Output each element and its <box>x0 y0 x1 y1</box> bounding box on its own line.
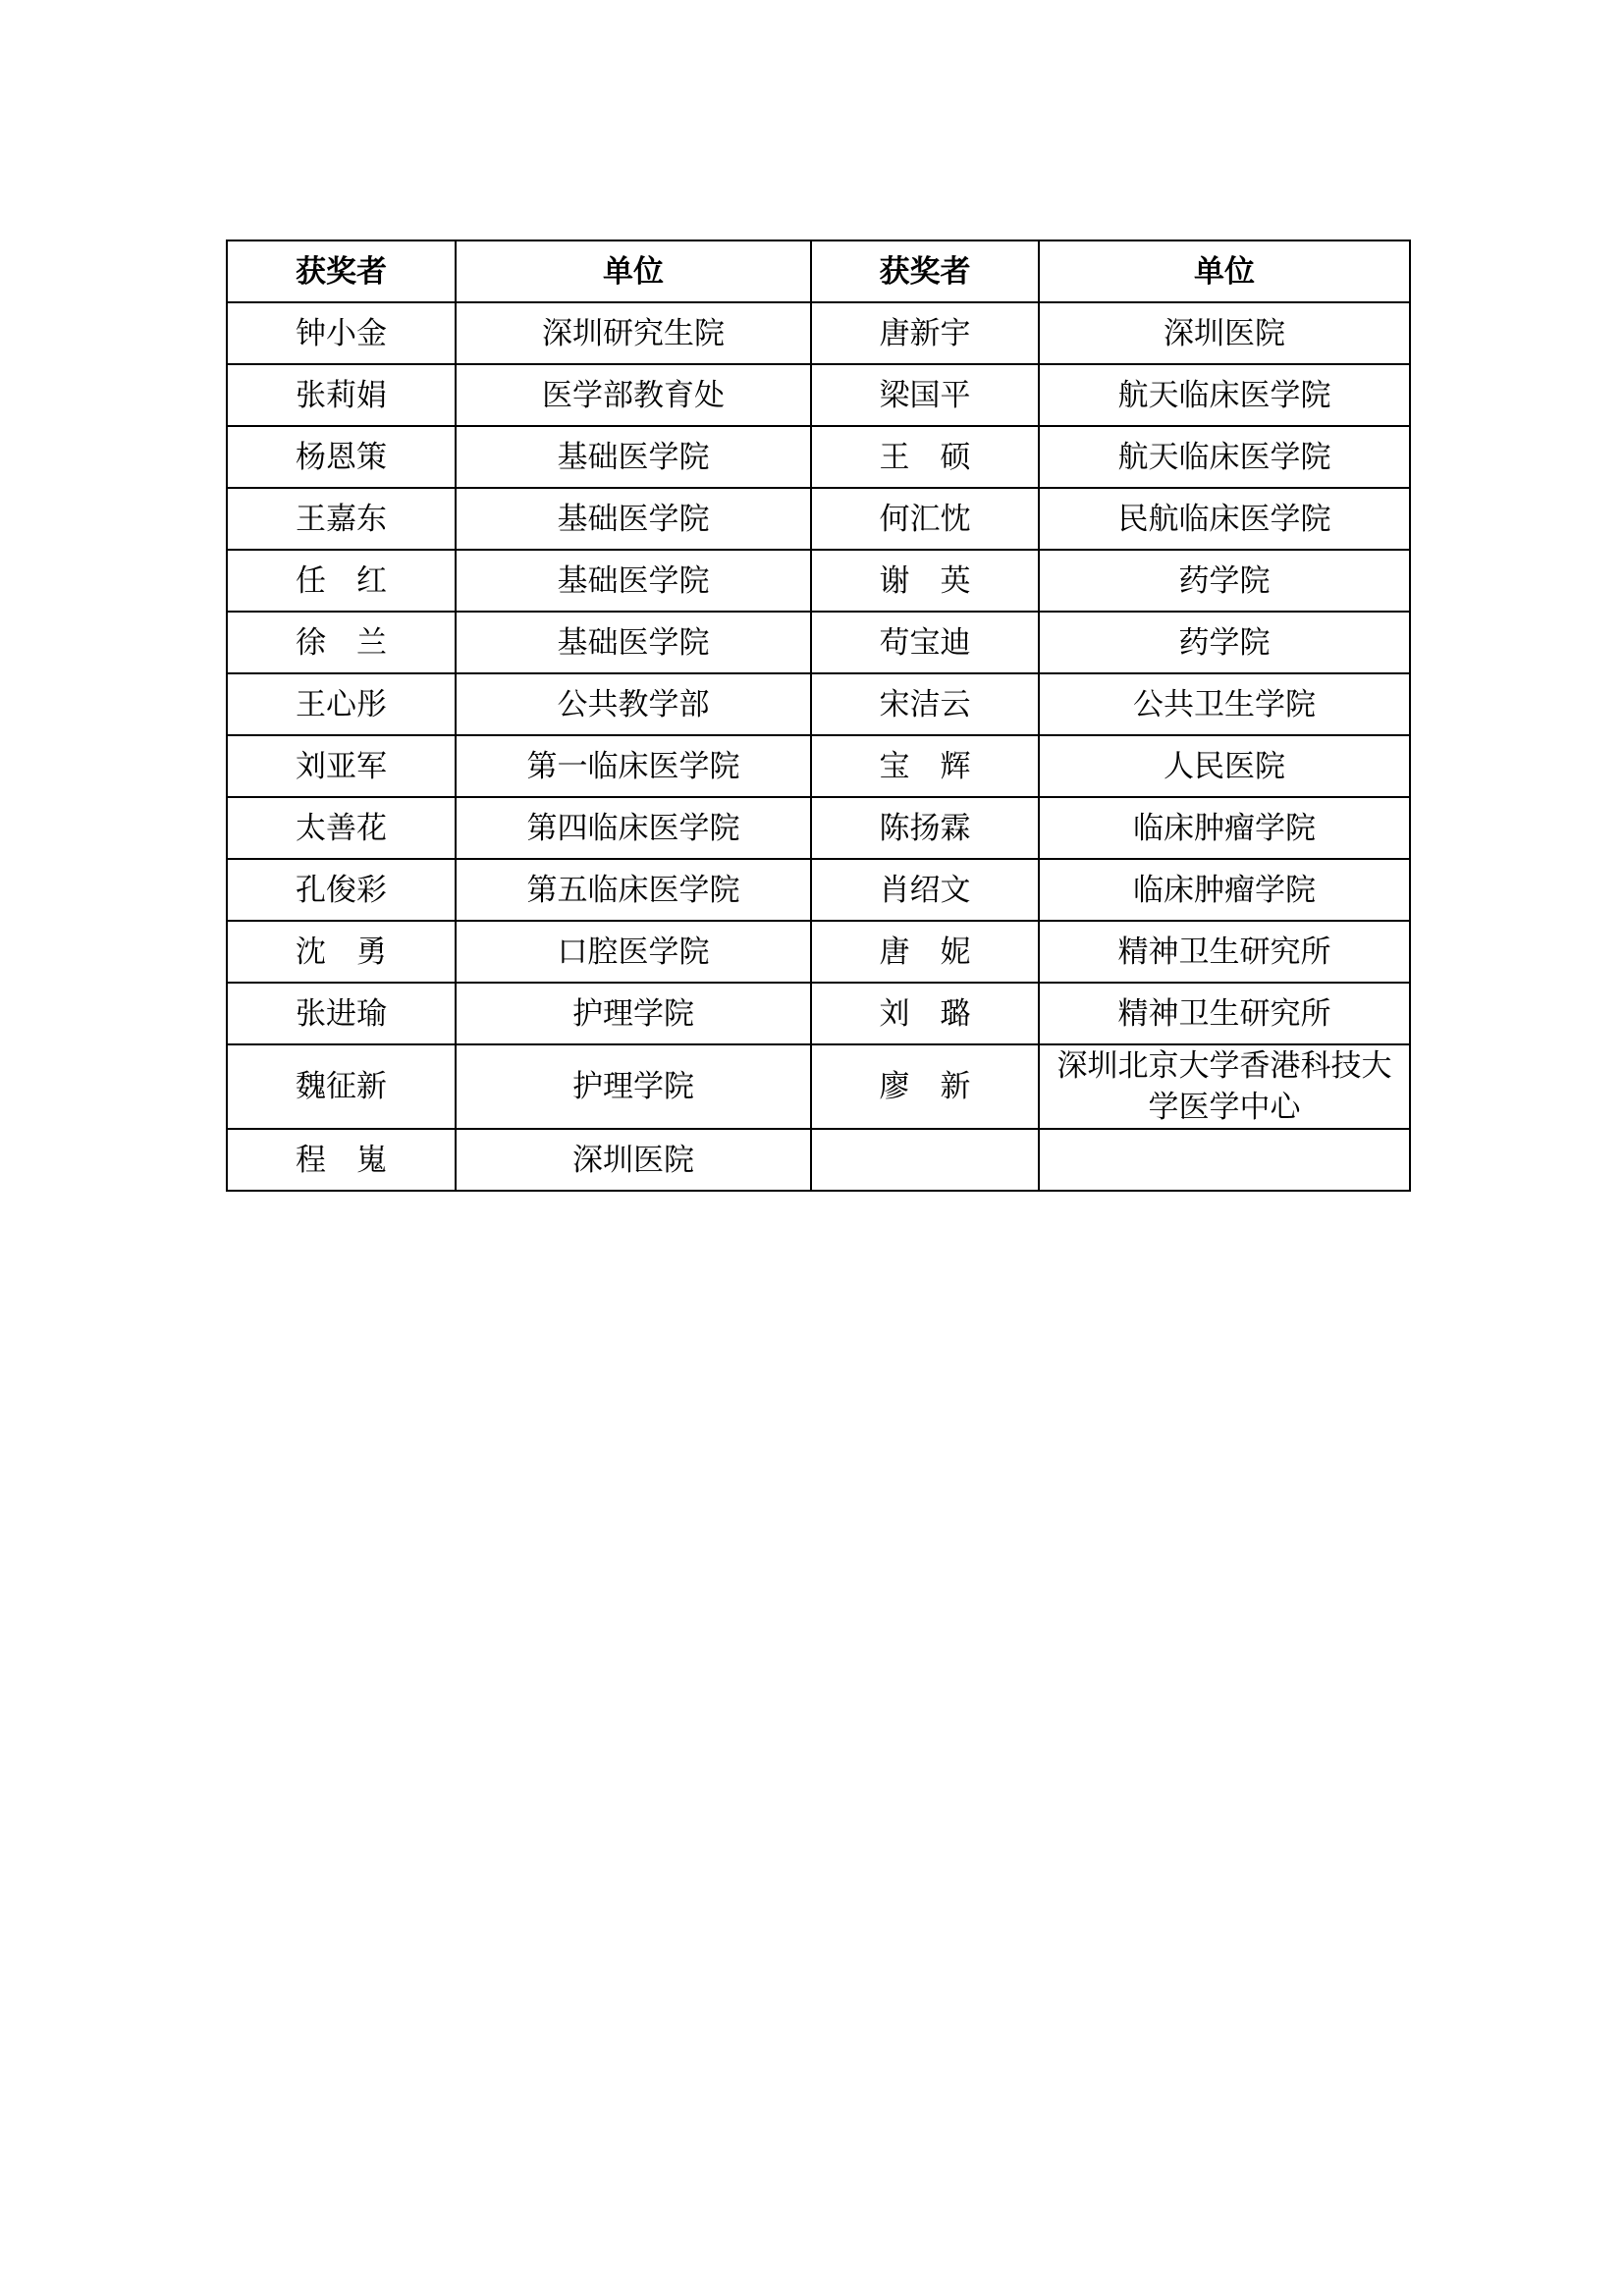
awardee-unit: 航天临床医学院 <box>1039 364 1410 426</box>
awardee-name: 唐 妮 <box>811 921 1039 983</box>
awardee-name: 苟宝迪 <box>811 612 1039 673</box>
awardee-name: 宝 辉 <box>811 735 1039 797</box>
awardee-unit: 第一临床医学院 <box>456 735 811 797</box>
awardee-name: 张莉娟 <box>227 364 456 426</box>
table-row <box>227 983 1410 1044</box>
table-row <box>227 426 1410 488</box>
awardee-unit: 护理学院 <box>456 1044 811 1129</box>
table-row <box>227 797 1410 859</box>
awardee-name: 杨恩策 <box>227 426 456 488</box>
header-awardee: 获奖者 <box>811 240 1039 302</box>
header-unit: 单位 <box>1039 240 1410 302</box>
table-row <box>227 612 1410 673</box>
table-row <box>227 735 1410 797</box>
awardee-unit: 基础医学院 <box>456 550 811 612</box>
awardee-name: 孔俊彩 <box>227 859 456 921</box>
awardee-name: 宋洁云 <box>811 673 1039 735</box>
table-row <box>227 550 1410 612</box>
awardee-name: 廖 新 <box>811 1044 1039 1129</box>
awardee-unit <box>1039 1129 1410 1191</box>
awardee-unit: 公共卫生学院 <box>1039 673 1410 735</box>
awardee-unit: 航天临床医学院 <box>1039 426 1410 488</box>
table-row <box>227 673 1410 735</box>
awardee-unit: 药学院 <box>1039 612 1410 673</box>
award-table <box>226 240 1411 1192</box>
header-awardee: 获奖者 <box>227 240 456 302</box>
awardee-name: 钟小金 <box>227 302 456 364</box>
awardee-name: 太善花 <box>227 797 456 859</box>
awardee-name: 谢 英 <box>811 550 1039 612</box>
awardee-name: 王 硕 <box>811 426 1039 488</box>
awardee-unit: 临床肿瘤学院 <box>1039 797 1410 859</box>
awardee-unit: 临床肿瘤学院 <box>1039 859 1410 921</box>
awardee-unit: 基础医学院 <box>456 612 811 673</box>
awardee-unit: 药学院 <box>1039 550 1410 612</box>
awardee-unit: 深圳北京大学香港科技大学医学中心 <box>1039 1044 1410 1129</box>
awardee-unit: 精神卫生研究所 <box>1039 921 1410 983</box>
awardee-name: 徐 兰 <box>227 612 456 673</box>
awardee-unit: 第四临床医学院 <box>456 797 811 859</box>
awardee-name: 任 红 <box>227 550 456 612</box>
table-row <box>227 302 1410 364</box>
awardee-unit: 第五临床医学院 <box>456 859 811 921</box>
awardee-unit: 公共教学部 <box>456 673 811 735</box>
awardee-unit: 医学部教育处 <box>456 364 811 426</box>
awardee-unit: 深圳研究生院 <box>456 302 811 364</box>
table-row <box>227 1044 1410 1129</box>
header-unit: 单位 <box>456 240 811 302</box>
awardee-unit: 精神卫生研究所 <box>1039 983 1410 1044</box>
awardee-name: 肖绍文 <box>811 859 1039 921</box>
table-row <box>227 1129 1410 1191</box>
awardee-name: 刘亚军 <box>227 735 456 797</box>
table-row <box>227 859 1410 921</box>
table-header-row <box>227 240 1410 302</box>
table-row <box>227 488 1410 550</box>
awardee-name: 陈扬霖 <box>811 797 1039 859</box>
awardee-unit: 深圳医院 <box>1039 302 1410 364</box>
awardee-name <box>811 1129 1039 1191</box>
awardee-unit: 民航临床医学院 <box>1039 488 1410 550</box>
awardee-name: 王心彤 <box>227 673 456 735</box>
awardee-name: 沈 勇 <box>227 921 456 983</box>
awardee-unit: 护理学院 <box>456 983 811 1044</box>
table-row <box>227 364 1410 426</box>
awardee-name: 唐新宇 <box>811 302 1039 364</box>
table-row <box>227 921 1410 983</box>
awardee-name: 张进瑜 <box>227 983 456 1044</box>
awardee-name: 程 嵬 <box>227 1129 456 1191</box>
awardee-name: 王嘉东 <box>227 488 456 550</box>
awardee-name: 魏征新 <box>227 1044 456 1129</box>
awardee-unit: 口腔医学院 <box>456 921 811 983</box>
awardee-unit: 人民医院 <box>1039 735 1410 797</box>
awardee-unit: 深圳医院 <box>456 1129 811 1191</box>
awardee-name: 何汇忱 <box>811 488 1039 550</box>
awardee-unit: 基础医学院 <box>456 426 811 488</box>
awardee-name: 刘 璐 <box>811 983 1039 1044</box>
awardee-name: 梁国平 <box>811 364 1039 426</box>
awardee-unit: 基础医学院 <box>456 488 811 550</box>
